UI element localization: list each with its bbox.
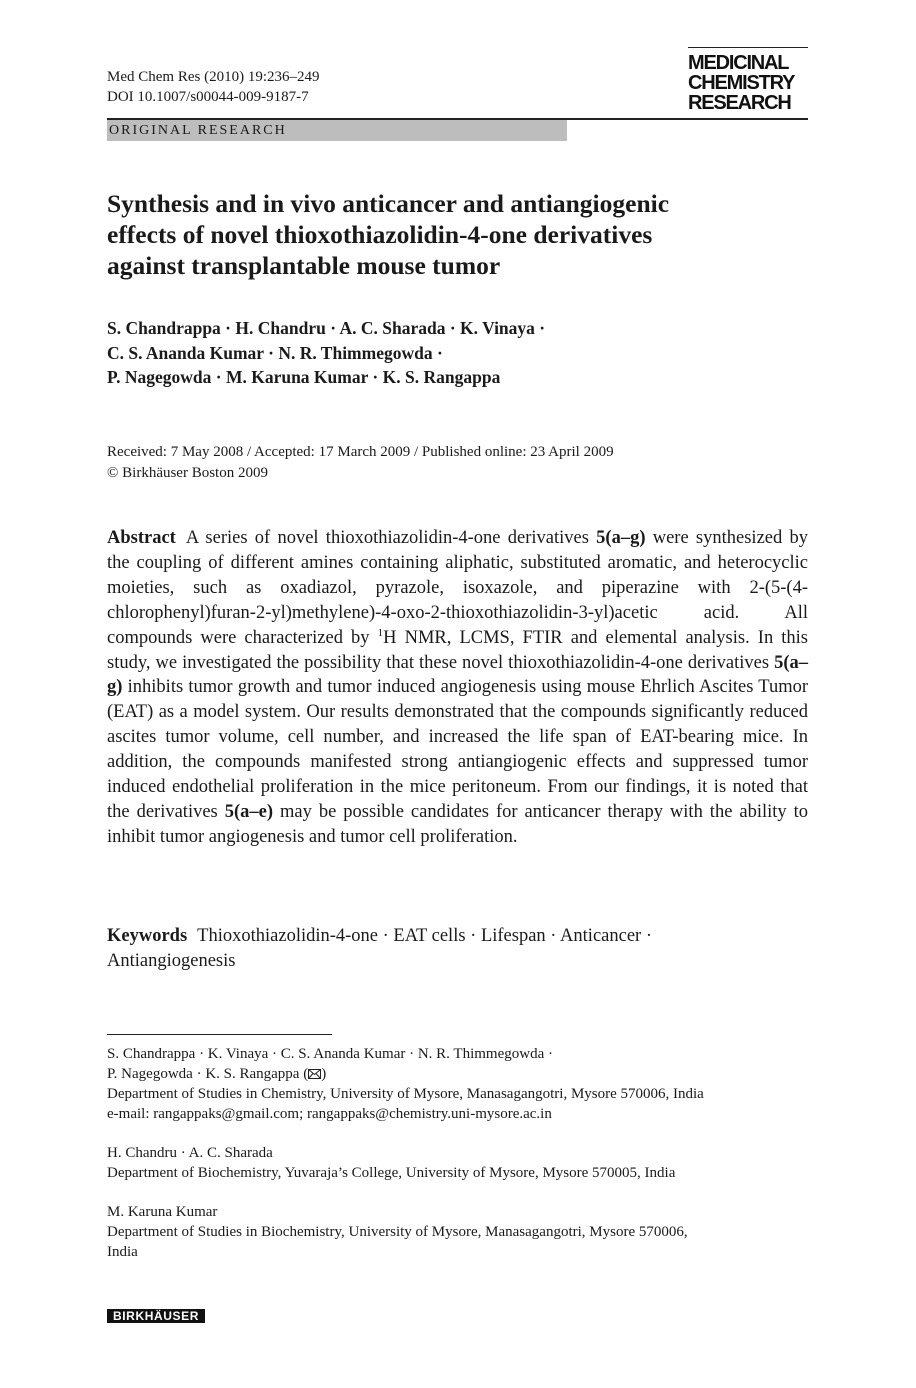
authors-line-1: S. Chandrappa · H. Chandru · A. C. Sharada · K. Vinaya ·: [107, 318, 546, 338]
affiliation-3-dept: Department of Studies in Biochemistry, University of Mysore, Manasagangotri, Mysore 570006,: [107, 1224, 688, 1240]
keywords-label: Keywords: [107, 926, 188, 946]
affiliation-1-email: e-mail: rangappaks@gmail.com; rangappaks@chemistry.uni-mysore.ac.in: [107, 1106, 552, 1122]
doi: DOI 10.1007/s00044-009-9187-7: [107, 89, 309, 105]
author-list: [107, 316, 807, 390]
logo-line-3: RESEARCH: [688, 92, 791, 114]
affiliation-1-dept: Department of Studies in Chemistry, University of Mysore, Manasagangotri, Mysore 570006, India: [107, 1086, 704, 1102]
paren-close: ): [321, 1066, 327, 1082]
authors-line-3: P. Nagegowda · M. Karuna Kumar · K. S. Rangappa: [107, 367, 501, 387]
abstract-text-5: may be possible candidates for anticancer therapy with the ability to inhibit tumor angiogenesis and tumor cell proliferation.: [107, 801, 809, 847]
title-line-1: Synthesis and in vivo anticancer and antiangiogenic: [107, 189, 670, 218]
affiliation-group-2: [107, 1143, 808, 1183]
keywords-line-2: Antiangiogenesis: [107, 951, 236, 971]
affiliation-1-names: S. Chandrappa · K. Vinaya · C. S. Ananda Kumar · N. R. Thimmegowda ·: [107, 1046, 553, 1062]
abstract-label: Abstract: [107, 528, 176, 548]
logo-line-2: CHEMISTRY: [688, 72, 795, 94]
journal-reference: [107, 67, 319, 107]
affiliation-2-names: H. Chandru · A. C. Sharada: [107, 1145, 273, 1161]
affiliation-2-dept: Department of Biochemistry, Yuvaraja’s College, University of Mysore, Mysore 570005, India: [107, 1165, 676, 1181]
affiliation-3-names: M. Karuna Kumar: [107, 1204, 218, 1220]
copyright-line: © Birkhäuser Boston 2009: [107, 465, 268, 481]
affiliation-group-3: [107, 1202, 808, 1262]
nmr-superscript: 1: [377, 626, 384, 639]
compound-ref-2: 5(a–g): [107, 652, 808, 698]
keywords-line-1: Thioxothiazolidin-4-one · EAT cells · Lifespan · Anticancer ·: [197, 926, 652, 946]
logo-top-rule: [688, 47, 808, 48]
compound-ref-3: 5(a–e): [224, 801, 274, 822]
title-line-3: against transplantable mouse tumor: [107, 251, 501, 280]
abstract-text-4: inhibits tumor growth and tumor induced angiogenesis using mouse Ehrlich Ascites Tumor (EAT) as a model system. Our results demonstrated that the compounds significantly reduced ascites tumor volume, cell number, and increased the life span of EAT-bearing mice. In addition, the compounds manifested strong antiangiogenic effects and suppressed tumor induced endothelial proliferation in the mice peritoneum. From our findings, it is noted that the derivatives: [107, 677, 808, 822]
footnote-rule: [107, 1034, 332, 1035]
article-type-band: ORIGINAL RESEARCH: [107, 120, 567, 141]
abstract-text-1: A series of novel thioxothiazolidin-4-one derivatives: [185, 528, 589, 548]
abstract-text-3: H NMR, LCMS, FTIR and elemental analysis. In this study, we investigated the possibility that these novel thioxothiazolidin-4-one derivatives: [107, 627, 808, 673]
envelope-icon: [308, 1069, 321, 1079]
abstract: [107, 526, 808, 850]
logo-line-1: MEDICINAL: [688, 52, 789, 74]
history-dates: Received: 7 May 2008 / Accepted: 17 March 2009 / Published online: 23 April 2009: [107, 444, 614, 460]
publication-dates: [107, 442, 807, 484]
keywords: [107, 924, 808, 974]
affiliation-group-1: [107, 1044, 808, 1124]
title-line-2: effects of novel thioxothiazolidin-4-one derivatives: [107, 220, 653, 249]
corresponding-author: P. Nagegowda · K. S. Rangappa (: [107, 1066, 309, 1082]
article-title: [107, 188, 807, 281]
journal-citation: Med Chem Res (2010) 19:236–249: [107, 69, 320, 85]
abstract-text-2: were synthesized by the coupling of different amines containing aliphatic, substituted aromatic, and heterocyclic moieties, such as oxadiazol, pyrazole, isoxazole, and piperazine with 2-(5-(4-chlorophenyl)furan-2-yl)methylene)-4-oxo-2-thioxothiazolidin-3-yl)acetic acid. All compounds were characterized by: [107, 528, 808, 648]
journal-logo: [688, 53, 808, 113]
authors-line-2: C. S. Ananda Kumar · N. R. Thimmegowda ·: [107, 342, 443, 363]
affiliation-1-names-2: [107, 1064, 808, 1084]
compound-ref-1: 5(a–g): [596, 528, 646, 548]
publisher-logo: BIRKHÄUSER: [107, 1309, 205, 1323]
affiliation-3-dept-2: India: [107, 1244, 138, 1260]
